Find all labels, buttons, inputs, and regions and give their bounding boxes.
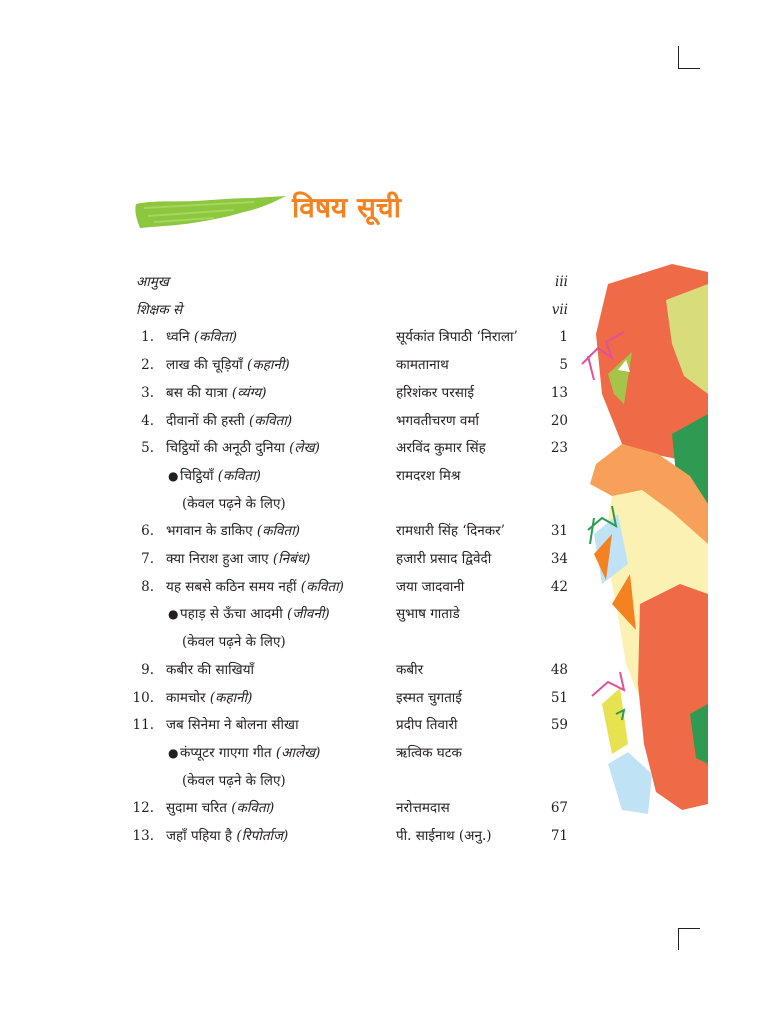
entry-title xyxy=(166,381,266,405)
entry-author: जया जादवानी xyxy=(396,578,465,595)
entry-author: सूर्यकांत त्रिपाठी ‘निराला’ xyxy=(396,329,518,346)
entry-number: 10. xyxy=(132,689,154,706)
entry-title xyxy=(180,464,261,488)
page-number: vii xyxy=(551,301,568,318)
entry-genre: (कविता) xyxy=(189,329,237,346)
entry-title xyxy=(166,353,290,377)
bullet-icon: ● xyxy=(168,607,179,622)
entry-title xyxy=(166,325,237,349)
page-number: 59 xyxy=(550,717,568,734)
front-matter-label: आमुख xyxy=(136,274,169,290)
entry-author: भगवतीचरण वर्मा xyxy=(396,412,480,429)
entry-number: 1. xyxy=(141,329,154,346)
page-number: 1 xyxy=(559,329,568,346)
crop-mark-top xyxy=(678,68,700,69)
entry-title-text: दीवानों की हस्ती xyxy=(166,412,245,429)
entry-title xyxy=(166,575,344,599)
page-number: 42 xyxy=(550,578,568,595)
entry-genre: (निबंध) xyxy=(268,551,311,567)
entry-title xyxy=(166,658,254,682)
entry-author: कबीर xyxy=(396,661,424,678)
entry-title-text: कबीर की साखियाँ xyxy=(166,661,255,678)
page-number: 5 xyxy=(559,357,568,374)
entry-title xyxy=(166,519,300,543)
entry-number: 5. xyxy=(141,440,154,457)
bullet-icon: ● xyxy=(168,468,179,483)
page-title: विषय सूची xyxy=(292,191,401,224)
entry-title xyxy=(166,713,299,737)
entry-author: हरिशंकर परसाई xyxy=(396,384,474,401)
entry-genre: (लेख) xyxy=(284,440,320,457)
entry-title-text: सुदामा चरित xyxy=(166,800,227,817)
entry-title-text: क्या निराश हुआ जाए xyxy=(166,551,269,567)
entry-number: 7. xyxy=(141,551,154,567)
entry-title-text: चिट्ठियाँ xyxy=(180,467,214,484)
entry-title-text: यह सबसे कठिन समय नहीं xyxy=(166,578,297,595)
entry-number: 2. xyxy=(141,357,154,374)
entry-title-text: पहाड़ से ऊँचा आदमी xyxy=(180,606,283,623)
entry-author: प्रदीप तिवारी xyxy=(396,717,458,734)
entry-title-text: कामचोर xyxy=(166,689,206,706)
entry-author: अरविंद कुमार सिंह xyxy=(396,440,486,457)
entry-title-text: बस की यात्रा xyxy=(166,384,228,401)
entry-author: इस्मत चुगताई xyxy=(396,689,462,706)
entry-number: 13. xyxy=(132,828,154,844)
entry-number: 9. xyxy=(141,661,154,678)
entry-title-text: चिट्ठियों की अनूठी दुनिया xyxy=(166,440,285,457)
entry-genre: (कहानी) xyxy=(205,689,253,706)
page-number: 67 xyxy=(550,800,568,817)
entry-genre: (कहानी) xyxy=(242,357,290,374)
entry-number: 3. xyxy=(141,384,154,401)
reading-only-note: (केवल पढ़ने के लिए) xyxy=(182,634,286,651)
entry-title-text: ध्वनि xyxy=(166,329,190,346)
entry-genre: (कविता) xyxy=(296,578,344,595)
reading-only-note: (केवल पढ़ने के लिए) xyxy=(182,495,286,512)
entry-author: सुभाष गाताडे xyxy=(396,606,460,623)
entry-author: रामदरश मिश्र xyxy=(396,467,461,484)
entry-genre: (व्यंग्य) xyxy=(227,384,267,401)
entry-number: 4. xyxy=(141,412,154,429)
entry-author: रामधारी सिंह ‘दिनकर’ xyxy=(396,523,505,540)
entry-title xyxy=(166,436,320,460)
entry-author: हजारी प्रसाद द्विवेदी xyxy=(396,551,492,567)
entry-title xyxy=(166,824,288,848)
entry-title xyxy=(180,741,320,765)
entry-title-text: जब सिनेमा ने बोलना सीखा xyxy=(166,717,299,734)
entry-author: ऋत्विक घटक xyxy=(396,744,462,761)
entry-genre: (कविता) xyxy=(213,467,261,484)
entry-number: 6. xyxy=(141,523,154,540)
bullet-icon: ● xyxy=(168,745,179,760)
entry-title-text: कंप्यूटर गाएगा गीत xyxy=(180,744,272,761)
page-number: 34 xyxy=(550,551,568,567)
page-number: 71 xyxy=(550,828,568,844)
entry-genre: (रिपोर्ताज) xyxy=(232,828,289,844)
crop-mark-top xyxy=(678,46,679,68)
entry-author: कामतानाथ xyxy=(396,357,449,374)
green-brush-stroke xyxy=(134,186,294,236)
page-heading xyxy=(134,186,454,236)
entry-genre: (आलेख) xyxy=(271,744,321,761)
page-number: 51 xyxy=(550,689,568,706)
entry-title xyxy=(166,409,292,433)
entry-title-text: जहाँ पहिया है xyxy=(166,828,233,844)
entry-title xyxy=(166,686,252,710)
page-number: 20 xyxy=(550,412,568,429)
entry-author: पी. साईनाथ (अनु.) xyxy=(396,828,492,844)
crop-mark-bottom xyxy=(678,928,700,929)
entry-title xyxy=(180,602,330,626)
entry-number: 11. xyxy=(132,717,154,734)
entry-title xyxy=(166,796,274,820)
entry-number: 8. xyxy=(141,578,154,595)
entry-title-text: भगवान के डाकिए xyxy=(166,523,253,540)
entry-title-text: लाख की चूड़ियाँ xyxy=(166,357,243,374)
reading-only-note: (केवल पढ़ने के लिए) xyxy=(182,772,286,789)
entry-genre: (कविता) xyxy=(252,523,300,540)
page-number: 23 xyxy=(550,440,568,457)
page-number: 13 xyxy=(550,384,568,401)
entry-number: 12. xyxy=(132,800,154,817)
entry-author: नरोत्तमदास xyxy=(396,800,450,817)
entry-genre: (कविता) xyxy=(226,800,275,817)
entry-genre: (कविता) xyxy=(244,412,293,429)
page-number: 48 xyxy=(550,661,568,678)
page-number: iii xyxy=(555,274,568,290)
entry-title xyxy=(166,547,310,571)
front-matter-label: शिक्षक से xyxy=(136,301,183,318)
crop-mark-bottom xyxy=(678,928,679,950)
paper-collage-illustration xyxy=(572,244,708,844)
entry-genre: (जीवनी) xyxy=(282,606,330,623)
page-number: 31 xyxy=(550,523,568,540)
